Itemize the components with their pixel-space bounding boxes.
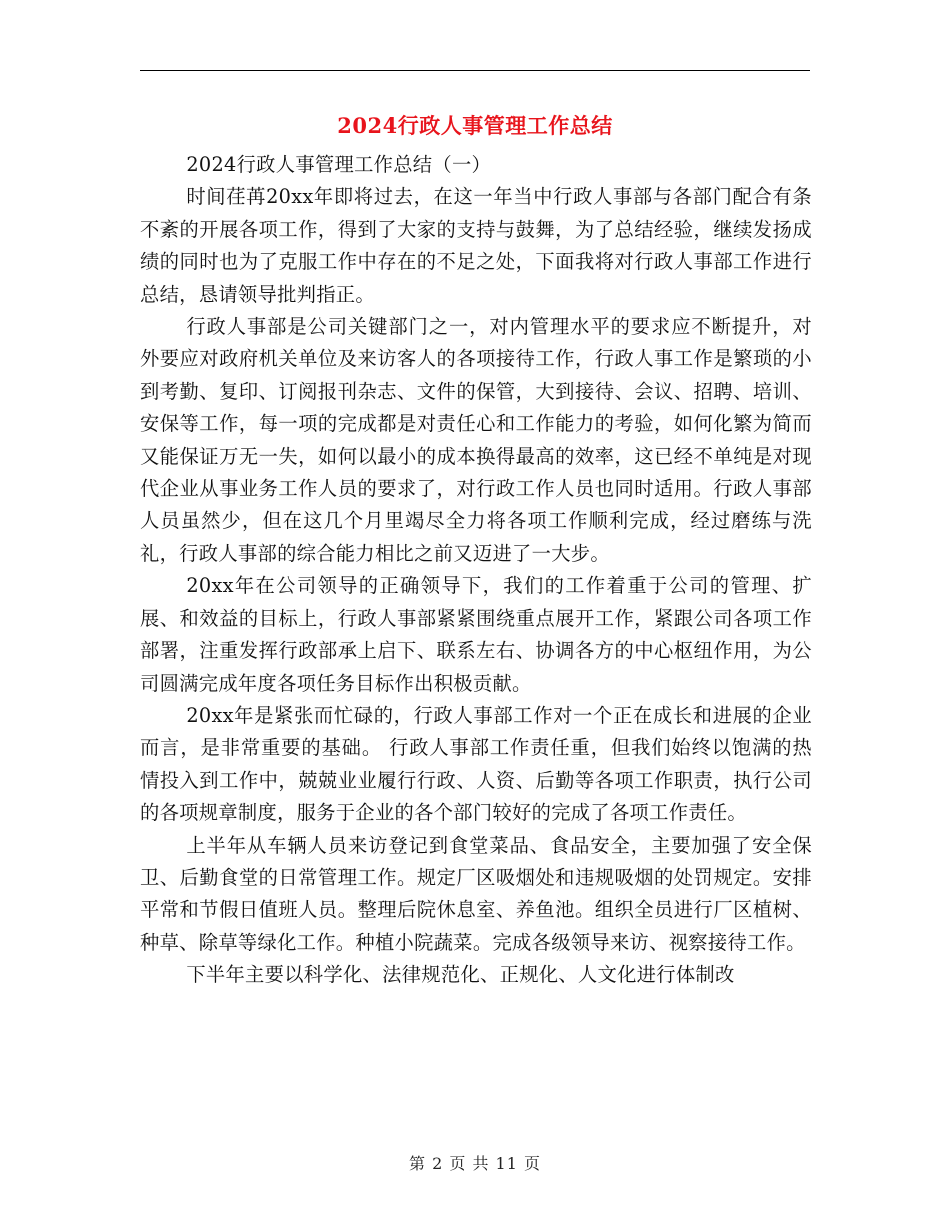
paragraph-3: 20xx年在公司领导的正确领导下，我们的工作着重于公司的管理、扩展、和效益的目标上，行政人事部紧紧围绕重点展开工作，紧跟公司各项工作部署，注重发挥行政部承上启下、联系左右、协调各方的中心枢纽作用，为公司圆满完成年度各项任务目标作出积极贡献。 xyxy=(140,574,812,695)
paragraph-5: 上半年从车辆人员来访登记到食堂菜品、食品安全，主要加强了安全保卫、后勤食堂的日常管理工作。规定厂区吸烟处和违规吸烟的处罚规定。安排平常和节假日值班人员。整理后院休息室、养鱼池。组织全员进行厂区植树、种草、除草等绿化工作。种植小院蔬菜。完成各级领导来访、视察接待工作。 xyxy=(140,833,812,954)
paragraph-1: 时间荏苒20xx年即将过去，在这一年当中行政人事部与各部门配合有条不紊的开展各项工作，得到了大家的支持与鼓舞，为了总结经验，继续发扬成绩的同时也为了克服工作中存在的不足之处，下面我将对行政人事部工作进行总结，恳请领导批判指正。 xyxy=(140,185,812,306)
paragraph-2: 行政人事部是公司关键部门之一，对内管理水平的要求应不断提升，对外要应对政府机关单位及来访客人的各项接待工作，行政人事工作是繁琐的小到考勤、复印、订阅报刊杂志、文件的保管，大到接待、会议、招聘、培训、安保等工作，每一项的完成都是对责任心和工作能力的考验，如何化繁为简而又能保证万无一失，如何以最小的成本换得最高的效率，这已经不单纯是对现代企业从事业务工作人员的要求了，对行政工作人员也同时适用。行政人事部人员虽然少，但在这几个月里竭尽全力将各项工作顺利完成，经过磨练与洗礼，行政人事部的综合能力相比之前又迈进了一大步。 xyxy=(140,315,812,565)
paragraph-6: 下半年主要以科学化、法律规范化、正规化、人文化进行体制改 xyxy=(186,963,735,987)
paragraph-4: 20xx年是紧张而忙碌的，行政人事部工作对一个正在成长和进展的企业而言，是非常重要的基础。 行政人事部工作责任重，但我们始终以饱满的热情投入到工作中，兢兢业业履行行政、人资、后勤等各项工作职责，执行公司的各项规章制度，服务于企业的各个部门较好的完成了各项工作责任。 xyxy=(140,703,812,825)
document-body xyxy=(140,149,812,992)
section-subtitle: 2024行政人事管理工作总结（一） xyxy=(186,153,492,176)
document-title: 2024行政人事管理工作总结 xyxy=(337,113,613,138)
header-rule xyxy=(140,70,810,71)
page-number: 第 2 页 共 11 页 xyxy=(409,1154,541,1173)
